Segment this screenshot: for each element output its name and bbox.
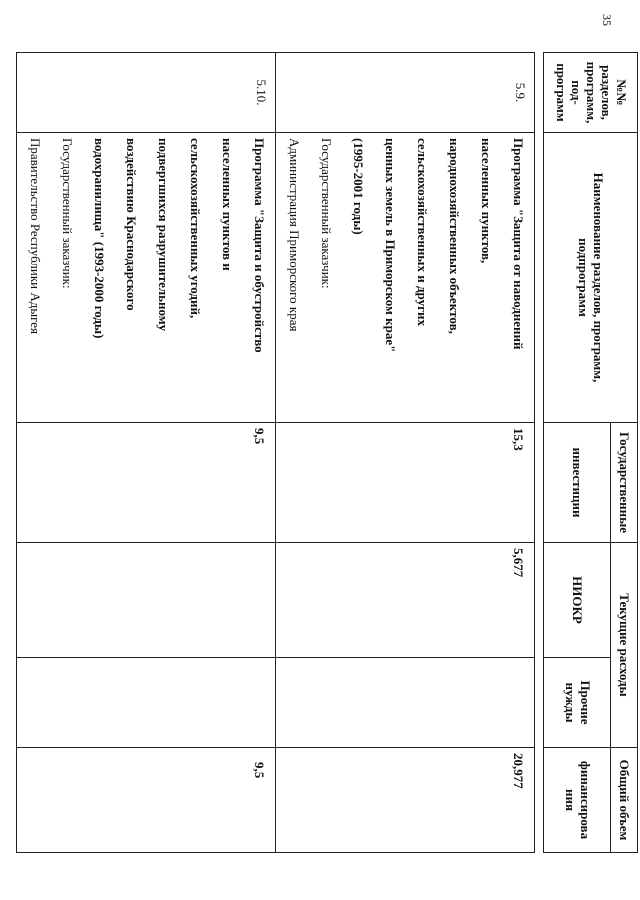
header-current: Текущие расходы	[611, 543, 638, 748]
program-name	[276, 133, 535, 423]
header-total: Общий объем	[611, 748, 638, 853]
page-number: 35	[600, 14, 614, 26]
other-needs-value	[276, 658, 535, 748]
header-other: Прочие нужды	[544, 658, 611, 748]
program-title-line: подвергшихся разрушительному	[156, 138, 171, 332]
customer-name: Правительство Республики Адыгея	[28, 138, 43, 334]
customer-label: Государственный заказчик:	[319, 138, 334, 289]
other-needs-value	[17, 658, 276, 748]
header-row-1	[611, 53, 638, 853]
program-title-line: населенных пунктов,	[479, 138, 494, 264]
gov-investments-value: 9,5	[17, 423, 276, 543]
program-title-line: народнохозяйственных объектов,	[447, 138, 462, 334]
gap-row	[535, 53, 544, 853]
header-gov: Государственные	[611, 423, 638, 543]
gov-investments-value: 15,3	[276, 423, 535, 543]
header-gov-sub: инвестиции	[544, 423, 611, 543]
financing-table	[16, 52, 638, 853]
program-title-line: населенных пунктов и	[220, 138, 235, 271]
program-title-line: воздействию Краснодарского	[124, 138, 139, 311]
niokr-value	[17, 543, 276, 658]
program-title-line: Программа "Защита и обустройство	[252, 138, 267, 353]
program-name	[17, 133, 276, 423]
niokr-value: 5,677	[276, 543, 535, 658]
header-name: Наименование разделов, программ, подпрограмм	[544, 133, 638, 423]
row-number: 5.10.	[17, 53, 276, 133]
customer-label: Государственный заказчик:	[60, 138, 75, 289]
customer-name: Администрация Приморского края	[287, 138, 302, 332]
table-row	[276, 53, 535, 853]
program-title-line: Программа "Защита от наводнений	[511, 138, 526, 350]
program-title-line: ценных земель в Приморском крае"	[383, 138, 398, 353]
total-value: 9,5	[17, 748, 276, 853]
header-number: №№ разделов, программ, под-программ	[544, 53, 638, 133]
total-value: 20,977	[276, 748, 535, 853]
table-row	[17, 53, 276, 853]
program-title-line: водохранилища" (1993-2000 годы)	[92, 138, 107, 339]
row-number: 5.9.	[276, 53, 535, 133]
header-total-sub: финансирова ния	[544, 748, 611, 853]
program-title-line: сельскохозяйственных и других	[415, 138, 430, 326]
rotated-page	[28, 52, 638, 852]
program-title-line: сельскохозяйственных угодий,	[188, 138, 203, 319]
header-niokr: НИОКР	[544, 543, 611, 658]
program-title-line: (1995-2001 годы)	[351, 138, 366, 235]
